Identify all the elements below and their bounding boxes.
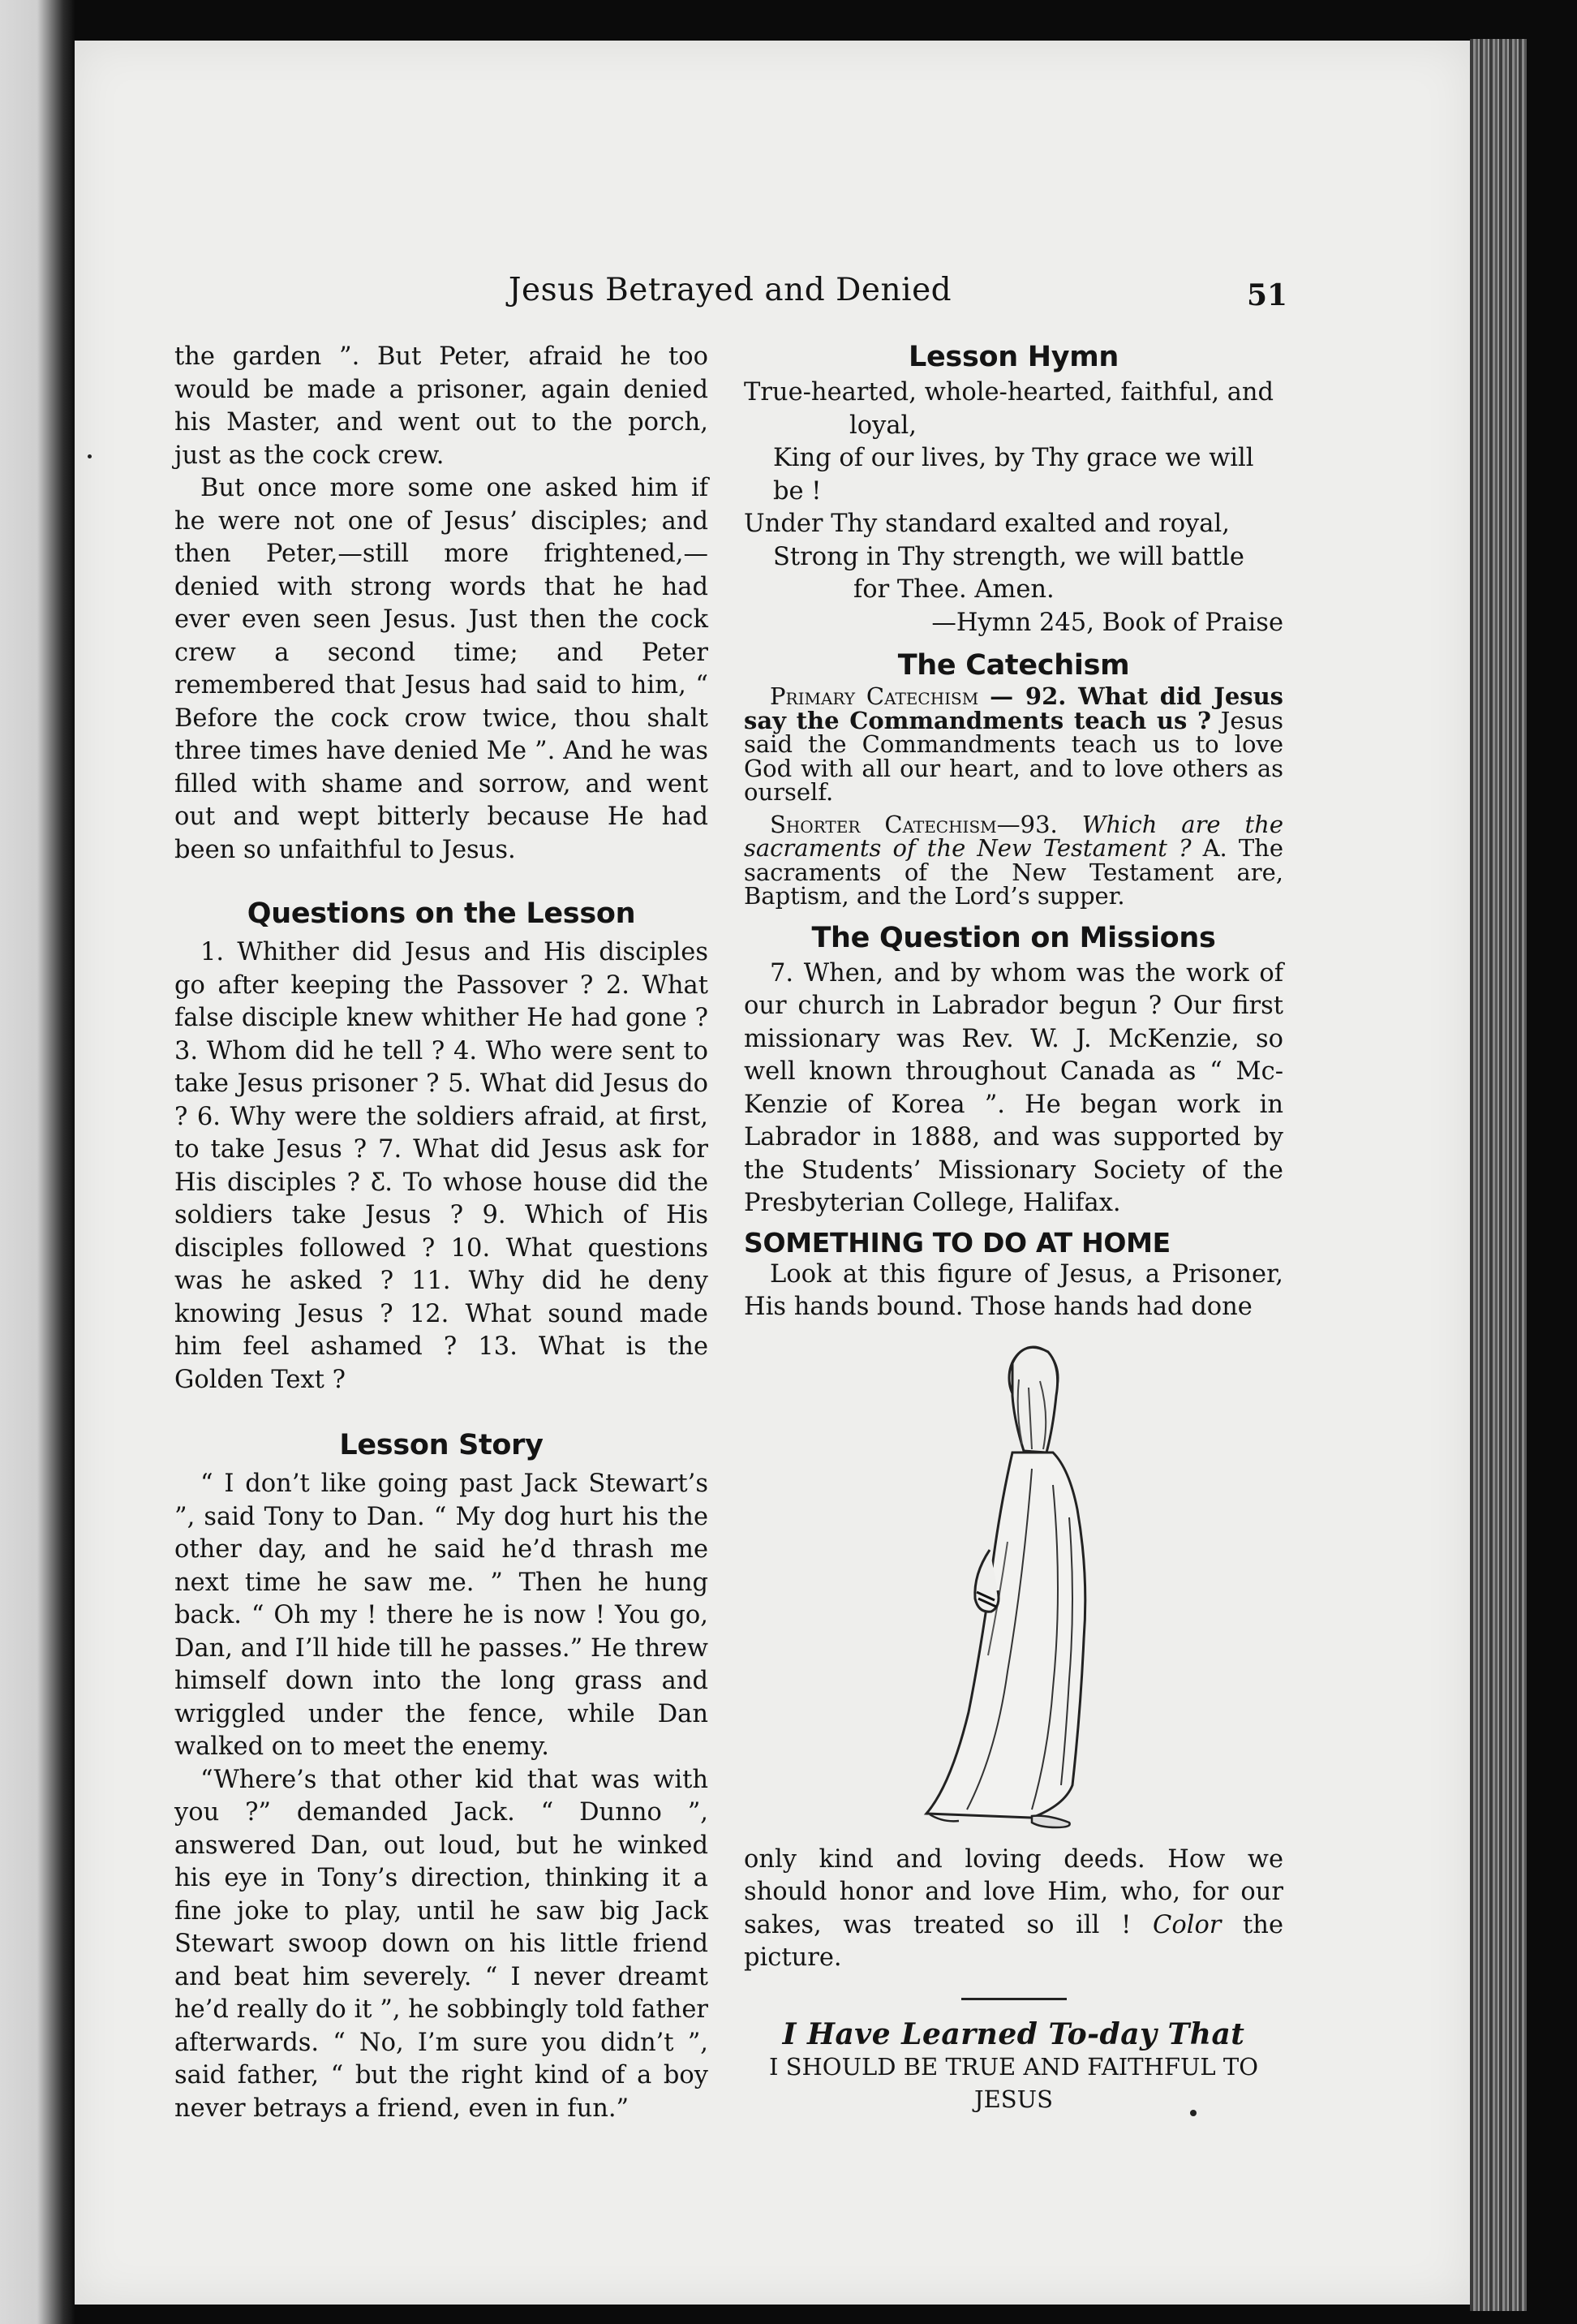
questions-list: 1. Whither did Jesus and His disciples go after keeping the Passover ? 2. What false disciple knew whither He had gone ? 3. Whom did he tell ? 4. Who were sent to take Jesus prisoner ? 5. What did Jesus do ? 6. Why were the soldiers afraid, at first, to take Jesus ? 7. What did Jesus ask for His disciples ? Ƹ. To whose house did the soldiers take Jesus ? 9. Which of His disciples followed ? 10. What questions was he asked ? 11. Why did he deny knowing Jesus ? 12. What sound made him feel ashamed ? 13. What is the Golden Text ? <box>174 938 708 1394</box>
learned-text: I SHOULD BE TRUE AND FAITHFUL TO JESUS <box>768 2053 1259 2113</box>
shorter-answer: A. The sacraments of the New Testament are, Baptism, and the Lord’s supper. <box>744 834 1283 910</box>
catechism-heading: The Catechism <box>897 649 1130 682</box>
primary-label: Primary Catechism <box>770 682 979 710</box>
shorter-catechism <box>744 810 1284 910</box>
hymn-line: Strong in Thy strength, we will battle <box>773 542 1244 571</box>
home2-color: Color <box>1152 1910 1222 1939</box>
scan-speck <box>1190 2110 1197 2116</box>
hymn-line: King of our lives, by Thy grace we will be ! <box>773 444 1254 506</box>
jesus-prisoner-illustration-icon <box>910 1331 1105 1834</box>
shorter-number: —93. <box>996 810 1058 838</box>
questions-heading: Questions on the Lesson <box>247 897 636 930</box>
book-gutter <box>0 0 75 2324</box>
page-number: 51 <box>1247 278 1288 312</box>
story-paragraph-1: “ I don’t like going past Jack Stewart’s ”, said Tony to Dan. “ My dog hurt his the other day, and he said he’d thrash me next time he saw me. ” Then he hung back. “ Oh my ! there he is now ! You go, Dan, and I’ll hide till he passes.” He threw himself down into the long grass and wriggled under the fence, while Dan walked on to meet the enemy. <box>174 1470 708 1761</box>
running-title: Jesus Betrayed and Denied <box>508 272 952 308</box>
shorter-question: Which are the sacraments of the New Testament ? <box>744 810 1284 862</box>
home2-end: the picture. <box>744 1910 1283 1972</box>
right-column <box>744 341 1283 2115</box>
story-paragraph-2: “Where’s that other kid that was with you ?” demanded Jack. “ Dunno ”, answered Dan, out loud, but he winked his eye in Tony’s direction, thinking it a fine joke to play, until he saw big Jack Stewart swoop down on his little friend and beat him severely. “ I never dreamt he’d really do it ”, he sobbingly told father afterwards. “ No, I’m sure you didn’t ”, said father, “ but the right kind of a boy never betrays a friend, even in fun.” <box>174 1765 708 2123</box>
scan-border <box>1527 0 1577 2324</box>
scan-speck <box>88 454 92 458</box>
hymn-line: Under Thy standard exalted and royal, <box>744 510 1230 538</box>
missions-paragraph: 7. When, and by whom was the work of our church in Labrador begun ? Our first missionary was Rev. W. J. McKenzie, so well known throughout Canada as “ Mc-Kenzie of Korea ”. He began work in Labrador in 1888, and was supported by the Students’ Missionary Society of the Presbyterian College, Halifax. <box>744 958 1283 1217</box>
paragraph-peter-denial: But once more some one asked him if he were not one of Jesus’ disciples; and then Peter,—still more frightened,—denied with strong words that he had ever even seen Jesus. Just then the cock crew a second time; and Peter remembered that Jesus had said to him, “ Before the cock crow twice, thou shalt three times have denied Me ”. And he was filled with shame and sorrow, and went out and wept bitterly because He had been so unfaithful to Jesus. <box>174 474 708 864</box>
paragraph-continuation: the garden ”. But Peter, afraid he too would be made a prisoner, again denied his Master, and went out to the porch, just as the cock crew. <box>174 342 708 470</box>
primary-question: — 92. What did Jesus say the Commandments teach us ? <box>744 682 1284 734</box>
home-paragraph-2 <box>744 1844 1283 1975</box>
hymn-line: loyal, <box>849 411 917 440</box>
hymn-line: for Thee. Amen. <box>853 575 1055 604</box>
story-heading: Lesson Story <box>339 1429 544 1461</box>
hymn-source: —Hymn 245, Book of Praise <box>931 608 1283 637</box>
shorter-label: Shorter Catechism <box>770 810 997 838</box>
home2-text: only kind and loving deeds. How we should honor and love Him, who, for our sakes, was treated so ill ! <box>744 1844 1283 1939</box>
primary-catechism <box>744 682 1284 806</box>
hymn-line: True-hearted, whole-hearted, faithful, and <box>744 378 1274 407</box>
hymn-block <box>744 377 1283 639</box>
figure-area <box>744 1324 1283 1844</box>
home-heading: SOMETHING TO DO AT HOME <box>744 1226 1171 1259</box>
divider <box>961 1998 1067 2000</box>
learned-heading: I Have Learned To-day That <box>782 2016 1245 2051</box>
left-column <box>174 341 708 2125</box>
catechism-block <box>744 682 1284 910</box>
home-paragraph-1: Look at this figure of Jesus, a Prisoner, His hands bound. Those hands had done <box>744 1259 1283 1321</box>
hymn-heading: Lesson Hymn <box>908 341 1119 373</box>
primary-answer: Jesus said the Commandments teach us to love God with all our heart, and to love others as ourself. <box>744 706 1284 806</box>
missions-heading: The Question on Missions <box>811 921 1216 954</box>
page-edges <box>1470 39 1527 2311</box>
